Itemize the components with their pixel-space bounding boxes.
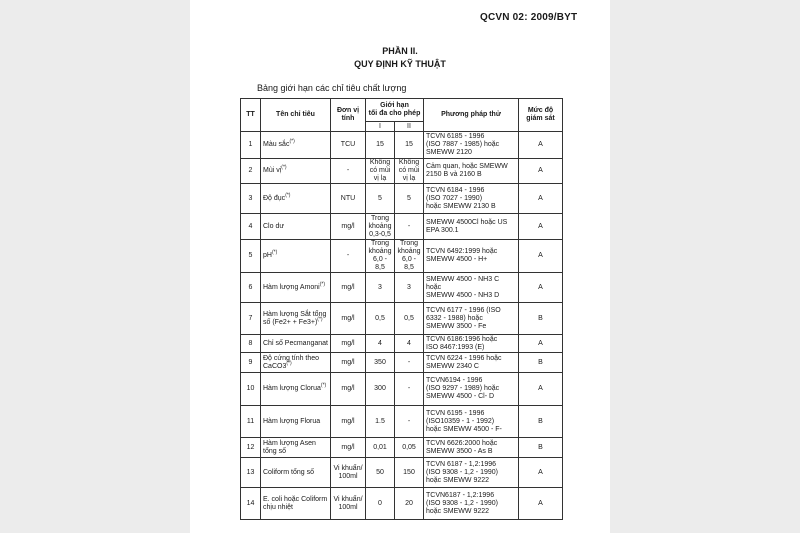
test-method	[424, 273, 519, 303]
table-caption: Bảng giới hạn các chỉ tiêu chất lượng	[257, 83, 407, 93]
header-tt: TT	[241, 99, 261, 132]
indicator-name: Độ cứng tính theo CaCO3(*)	[261, 353, 331, 373]
monitoring-level: B	[519, 303, 563, 335]
limit-ii: 0,05	[395, 438, 424, 458]
test-method-line: SMEWW 3500 - As B	[426, 447, 493, 455]
test-method-line: (ISO10359 - 1 - 1992)	[426, 417, 495, 425]
unit: Vi khuẩn/ 100ml	[331, 458, 366, 488]
limit-ii: Không có mùi vị lạ	[395, 159, 424, 184]
test-method-line: hoặc	[426, 283, 442, 291]
monitoring-level: A	[519, 373, 563, 406]
table-row	[241, 303, 563, 335]
table-row	[241, 240, 563, 273]
test-method	[424, 303, 519, 335]
header-method: Phương pháp thử	[424, 99, 519, 132]
test-method	[424, 184, 519, 214]
test-method-line: TCVN 6626:2000 hoặc	[426, 439, 498, 447]
test-method-line: SMEWW 4500 - Cl- D	[426, 393, 495, 400]
part-subtitle: QUY ĐỊNH KỸ THUẬT	[354, 59, 446, 69]
row-number: 2	[241, 159, 261, 184]
test-method-line: TCVN6194 - 1996	[426, 377, 483, 384]
limit-ii: 5	[395, 184, 424, 214]
header-unit-line1: Đơn vị	[336, 107, 360, 114]
test-method-line: TCVN 6187 - 1,2:1996	[426, 460, 497, 468]
test-method-line: hoặc SMEWW 2130 B	[426, 202, 496, 210]
unit: -	[331, 159, 366, 184]
unit: mg/l	[331, 353, 366, 373]
indicator-note: (*)	[320, 382, 327, 389]
unit: mg/l	[331, 406, 366, 438]
unit: mg/l	[331, 373, 366, 406]
table-row	[241, 132, 563, 159]
limit-i: 5	[366, 184, 395, 214]
test-method-line: TCVN 6492:1999 hoặc	[426, 248, 498, 255]
table-row	[241, 458, 563, 488]
indicator-note: (*)	[319, 281, 326, 288]
table-row	[241, 373, 563, 406]
row-number: 1	[241, 132, 261, 159]
header-unit-line2: tính	[341, 115, 355, 122]
indicator-note: (*)	[285, 192, 291, 199]
test-method-line: 2150 B và 2160 B	[426, 171, 482, 178]
monitoring-level: B	[519, 353, 563, 373]
row-number: 8	[241, 335, 261, 353]
limit-ii: 0,5	[395, 303, 424, 335]
limit-ii: 20	[395, 488, 424, 520]
indicator-name: Hàm lượng Amoni(*)	[261, 273, 331, 303]
test-method	[424, 438, 519, 458]
header-limit-line2: tối đa cho phép	[368, 110, 421, 117]
table-row	[241, 214, 563, 240]
test-method-line: TCVN6187 - 1,2:1996	[426, 491, 495, 499]
test-method-line: Cảm quan, hoặc SMEWW	[426, 163, 508, 170]
test-method-line: SMEWW 4500 - NH3 C	[426, 275, 500, 283]
indicator-name: Hàm lượng Clorua(*)	[261, 373, 331, 406]
document-code: QCVN 02: 2009/BYT	[480, 12, 578, 23]
header-monitor-line1: Mức độ	[527, 107, 554, 114]
monitoring-level: A	[519, 184, 563, 214]
test-method	[424, 214, 519, 240]
limit-ii: 4	[395, 335, 424, 353]
row-number: 11	[241, 406, 261, 438]
limit-ii: 15	[395, 132, 424, 159]
unit: mg/l	[331, 214, 366, 240]
indicator-name: E. coli hoặc Coliform chịu nhiệt	[261, 488, 331, 520]
header-monitor-line2: giám sát	[526, 115, 555, 122]
limit-i: Trong khoảng 6,0 - 8,5	[366, 240, 395, 273]
test-method-line: (ISO 7887 - 1985) hoặc	[426, 141, 500, 148]
monitoring-level: A	[519, 132, 563, 159]
table-row	[241, 159, 563, 184]
monitoring-level: B	[519, 406, 563, 438]
monitoring-level: A	[519, 240, 563, 273]
test-method-line: SMEWW 4500 - NH3 D	[426, 291, 500, 299]
test-method	[424, 373, 519, 406]
limit-ii: -	[395, 406, 424, 438]
test-method	[424, 458, 519, 488]
test-method-line: 6332 - 1988) hoặc	[426, 314, 483, 322]
limit-i: 15	[366, 132, 395, 159]
test-method	[424, 353, 519, 373]
limit-i: 4	[366, 335, 395, 353]
header-limit	[366, 99, 424, 122]
table-row	[241, 335, 563, 353]
monitoring-level: B	[519, 438, 563, 458]
test-method-line: SMEWW 2120	[426, 149, 472, 156]
indicator-name: Clo dư	[261, 214, 331, 240]
limit-i: 3	[366, 273, 395, 303]
test-method-line: SMEWW 4500 - H+	[426, 256, 488, 263]
test-method	[424, 406, 519, 438]
unit: -	[331, 240, 366, 273]
test-method	[424, 488, 519, 520]
unit: TCU	[331, 132, 366, 159]
unit: Vi khuẩn/ 100ml	[331, 488, 366, 520]
row-number: 3	[241, 184, 261, 214]
header-limit-line1: Giới hạn	[380, 102, 409, 109]
indicator-note: (*)	[271, 249, 278, 256]
test-method-line: ISO 8467:1993 (E)	[426, 343, 485, 351]
row-number: 7	[241, 303, 261, 335]
test-method-line: hoặc SMEWW 4500 - F-	[426, 425, 502, 433]
header-limit-ii: II	[395, 122, 424, 132]
limit-i: 1.5	[366, 406, 395, 438]
unit: NTU	[331, 184, 366, 214]
limit-ii: 150	[395, 458, 424, 488]
indicator-name: Hàm lượng Sắt tổng số (Fe2+ + Fe3+)(*)	[261, 303, 331, 335]
test-method-line: SMEWW 4500Cl hoặc US	[426, 218, 508, 226]
monitoring-level: A	[519, 458, 563, 488]
table-row	[241, 184, 563, 214]
indicator-note: (*)	[317, 316, 323, 323]
part-title: PHẦN II.	[382, 46, 418, 56]
quality-limits-table	[240, 98, 563, 520]
unit: mg/l	[331, 273, 366, 303]
table-row	[241, 488, 563, 520]
limit-i: 300	[366, 373, 395, 406]
test-method	[424, 240, 519, 273]
row-number: 9	[241, 353, 261, 373]
indicator-name: Độ đục(*)	[261, 184, 331, 214]
limit-ii: -	[395, 373, 424, 406]
row-number: 5	[241, 240, 261, 273]
header-limit-i: I	[366, 122, 395, 132]
test-method-line: TCVN 6195 - 1996	[426, 409, 485, 417]
unit: mg/l	[331, 335, 366, 353]
test-method-line: (ISO 9297 - 1989) hoặc	[426, 385, 500, 392]
row-number: 10	[241, 373, 261, 406]
header-monitor	[519, 99, 563, 132]
test-method	[424, 132, 519, 159]
test-method-line: hoặc SMEWW 9222	[426, 476, 490, 484]
test-method-line: hoặc SMEWW 9222	[426, 507, 490, 515]
test-method	[424, 159, 519, 184]
indicator-name: Coliform tổng số	[261, 458, 331, 488]
indicator-name: pH(*)	[261, 240, 331, 273]
table-row	[241, 273, 563, 303]
indicator-note: (*)	[286, 360, 292, 367]
table-body	[241, 132, 563, 520]
unit: mg/l	[331, 438, 366, 458]
indicator-name: Hàm lượng Asen tổng số	[261, 438, 331, 458]
test-method-line: EPA 300.1	[426, 226, 459, 234]
monitoring-level: A	[519, 273, 563, 303]
test-method-line: TCVN 6224 - 1996 hoặc	[426, 354, 502, 362]
row-number: 4	[241, 214, 261, 240]
row-number: 13	[241, 458, 261, 488]
row-number: 14	[241, 488, 261, 520]
limit-i: 350	[366, 353, 395, 373]
test-method-line: SMEWW 3500 - Fe	[426, 322, 487, 330]
indicator-name: Hàm lượng Florua	[261, 406, 331, 438]
limit-i: 50	[366, 458, 395, 488]
test-method-line: TCVN 6185 - 1996	[426, 133, 485, 140]
test-method-line: (ISO 7027 - 1990)	[426, 194, 483, 202]
limit-i: Không có mùi vị lạ	[366, 159, 395, 184]
limit-ii: 3	[395, 273, 424, 303]
limit-ii: Trong khoảng 6,0 - 8,5	[395, 240, 424, 273]
table-row	[241, 438, 563, 458]
limit-i: 0	[366, 488, 395, 520]
monitoring-level: A	[519, 335, 563, 353]
limit-i: 0,01	[366, 438, 395, 458]
limit-i: Trong khoảng 0,3-0,5	[366, 214, 395, 240]
test-method	[424, 335, 519, 353]
test-method-line: TCVN 6177 - 1996 (ISO	[426, 306, 501, 314]
row-number: 12	[241, 438, 261, 458]
row-number: 6	[241, 273, 261, 303]
header-name: Tên chỉ tiêu	[261, 99, 331, 132]
indicator-name: Mùi vị(*)	[261, 159, 331, 184]
indicator-name: Chỉ số Pecmanganat	[261, 335, 331, 353]
test-method-line: (ISO 9308 - 1,2 - 1990)	[426, 468, 498, 476]
indicator-note: (*)	[281, 164, 287, 171]
limit-ii: -	[395, 214, 424, 240]
test-method-line: SMEWW 2340 C	[426, 362, 479, 370]
test-method-line: TCVN 6186:1996 hoặc	[426, 335, 498, 343]
limit-i: 0,5	[366, 303, 395, 335]
test-method-line: (ISO 9308 - 1,2 - 1990)	[426, 499, 498, 507]
indicator-note: (*)	[289, 138, 295, 145]
limit-ii: -	[395, 353, 424, 373]
table-row	[241, 406, 563, 438]
table-row	[241, 353, 563, 373]
monitoring-level: A	[519, 488, 563, 520]
unit: mg/l	[331, 303, 366, 335]
monitoring-level: A	[519, 214, 563, 240]
indicator-name: Màu sắc(*)	[261, 132, 331, 159]
test-method-line: TCVN 6184 - 1996	[426, 186, 485, 194]
monitoring-level: A	[519, 159, 563, 184]
header-unit	[331, 99, 366, 132]
